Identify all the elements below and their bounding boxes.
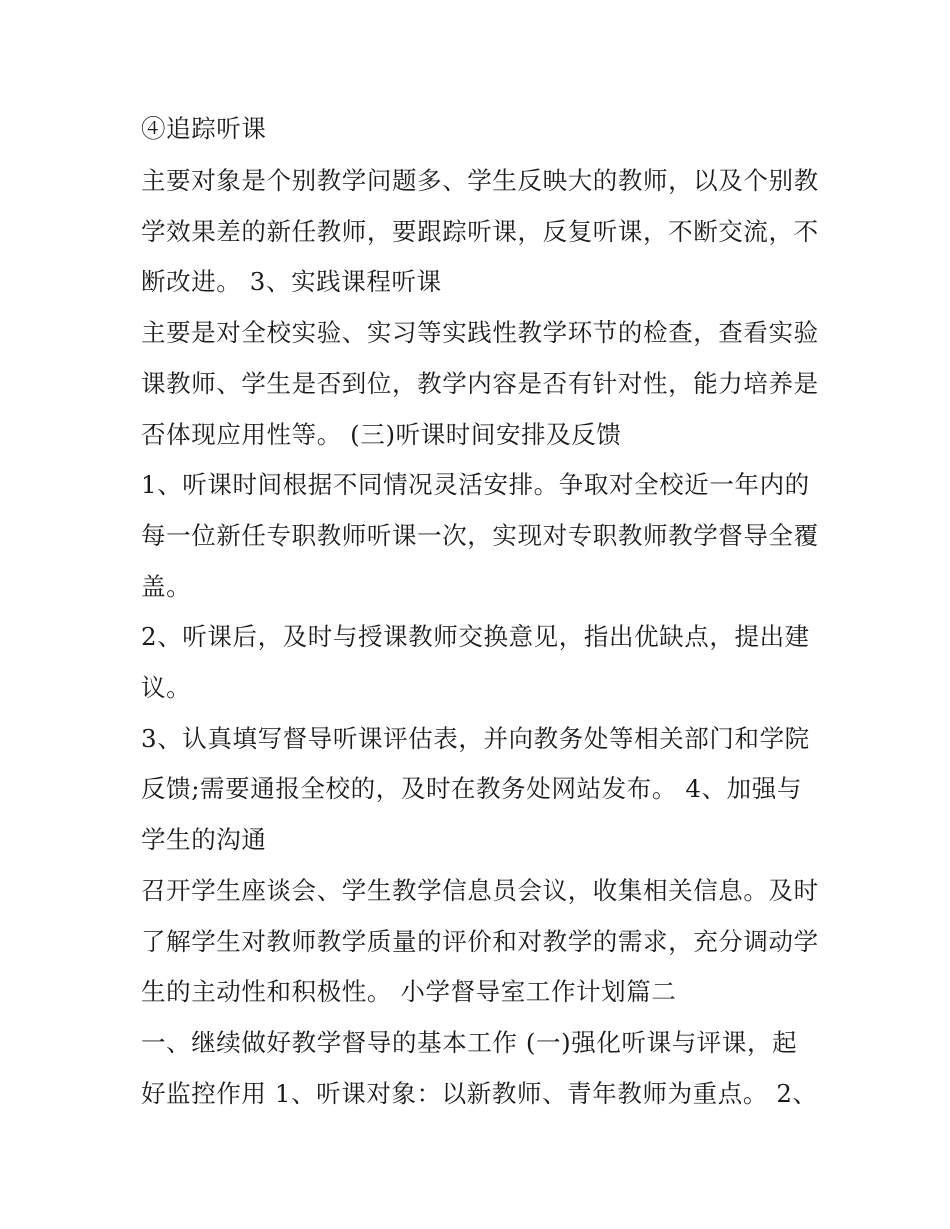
- text-line: 一、继续做好教学督导的基本工作 (一)强化听课与评课，起: [141, 1028, 798, 1057]
- text-line: 了解学生对教师教学质量的评价和对教学的需求，充分调动学: [141, 927, 819, 956]
- text-line: 每一位新任专职教师听课一次，实现对专职教师教学督导全覆: [141, 521, 819, 550]
- text-line: 学生的沟通: [141, 825, 267, 854]
- text-line: 主要对象是个别教学问题多、学生反映大的教师，以及个别教: [141, 166, 819, 195]
- text-line: ④追踪听课: [141, 114, 267, 143]
- text-line: 召开学生座谈会、学生教学信息员会议，收集相关信息。及时: [141, 876, 819, 905]
- text-line: 3、认真填写督导听课评估表，并向教务处等相关部门和学院: [141, 724, 810, 753]
- text-line: 1、听课时间根据不同情况灵活安排。争取对全校近一年内的: [141, 470, 810, 499]
- text-line: 2、听课后，及时与授课教师交换意见，指出优缺点，提出建: [141, 622, 810, 651]
- text-line: 生的主动性和积极性。 小学督导室工作计划篇二: [141, 977, 677, 1006]
- text-line: 好监控作用 1、听课对象：以新教师、青年教师为重点。 2、: [141, 1079, 818, 1108]
- text-line: 议。: [141, 673, 192, 702]
- text-line: 课教师、学生是否到位，教学内容是否有针对性，能力培养是: [141, 369, 819, 398]
- text-line: 盖。: [141, 572, 192, 601]
- text-line: 学效果差的新任教师，要跟踪听课，反复听课，不断交流，不: [141, 217, 819, 246]
- text-line: 反馈;需要通报全校的，及时在教务处网站发布。 4、加强与: [141, 774, 802, 803]
- text-line: 断改进。 3、实践课程听课: [141, 267, 442, 296]
- text-line: 否体现应用性等。 (三)听课时间安排及反馈: [141, 420, 622, 449]
- text-line: 主要是对全校实验、实习等实践性教学环节的检查，查看实验: [141, 318, 819, 347]
